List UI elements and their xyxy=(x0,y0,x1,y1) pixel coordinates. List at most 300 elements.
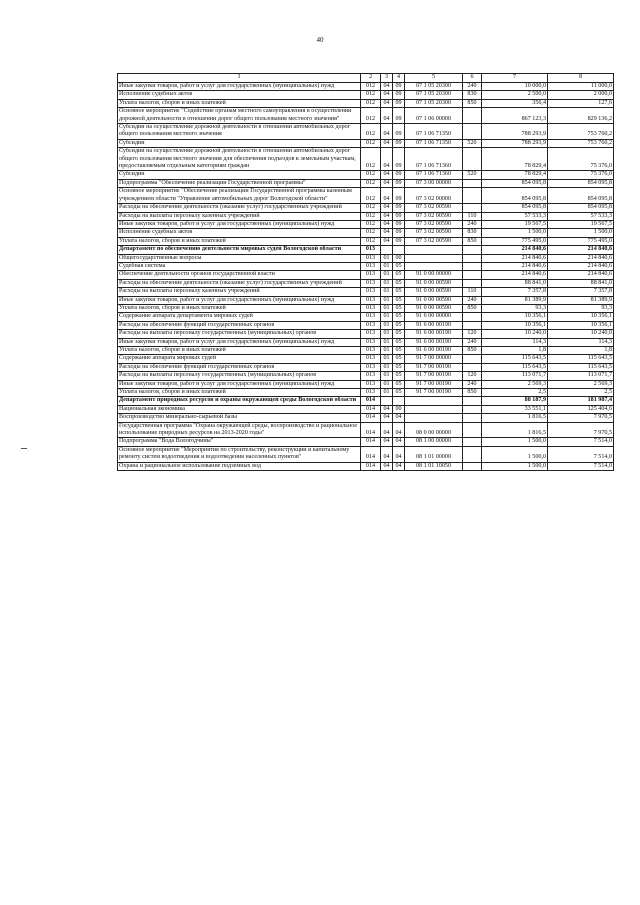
amount-col7-cell: 356,4 xyxy=(482,99,548,107)
target-article-cell: 91 0 00 00590 xyxy=(405,279,463,287)
amount-col8-cell: 854 095,8 xyxy=(548,179,614,187)
row-name-cell: Содержание аппарата мировых судей xyxy=(118,355,361,363)
amount-col8-cell: 214 840,6 xyxy=(548,262,614,270)
section-code-cell: 01 xyxy=(381,338,393,346)
amount-col7-cell: 1,8 xyxy=(482,347,548,355)
table-row xyxy=(118,204,614,212)
row-name-cell: Уплата налогов, сборов и иных платежей xyxy=(118,237,361,245)
header-cell: 1 xyxy=(118,74,361,83)
subsection-code-cell: 09 xyxy=(393,108,405,124)
subsection-code-cell: 05 xyxy=(393,363,405,371)
amount-col7-cell: 1 500,0 xyxy=(482,438,548,446)
section-code-cell: 04 xyxy=(381,108,393,124)
table-row xyxy=(118,380,614,388)
admin-code-cell: 013 xyxy=(361,254,381,262)
target-article-cell: 07 1 05 20300 xyxy=(405,99,463,107)
amount-col8-cell: 2 569,3 xyxy=(548,380,614,388)
amount-col8-cell: 2,5 xyxy=(548,389,614,397)
amount-col7-cell: 214 840,6 xyxy=(482,246,548,254)
admin-code-cell: 014 xyxy=(361,462,381,470)
target-article-cell: 07 1 06 71360 xyxy=(405,148,463,171)
amount-col7-cell: 10 356,1 xyxy=(482,313,548,321)
row-name-cell: Судебная система xyxy=(118,262,361,270)
budget-table xyxy=(117,73,614,471)
admin-code-cell: 014 xyxy=(361,446,381,462)
row-name-cell: Исполнение судебных актов xyxy=(118,91,361,99)
amount-col7-cell: 88 187,9 xyxy=(482,397,548,405)
row-name-cell: Основное мероприятие "Мероприятия по строительству, реконструкции и капитальному ремонту систем водоотведения и водоотведения населенных пунктов" xyxy=(118,446,361,462)
amount-col8-cell: 775 495,0 xyxy=(548,237,614,245)
row-name-cell: Уплата налогов, сборов и иных платежей xyxy=(118,347,361,355)
section-code-cell: 01 xyxy=(381,304,393,312)
section-code-cell: 01 xyxy=(381,313,393,321)
amount-col8-cell: 1,8 xyxy=(548,347,614,355)
admin-code-cell: 013 xyxy=(361,355,381,363)
amount-col8-cell: 7 514,0 xyxy=(548,446,614,462)
row-name-cell: Подпрограмма "Обеспечение реализации Государственной программы" xyxy=(118,179,361,187)
table-row xyxy=(118,124,614,140)
amount-col7-cell: 1 816,5 xyxy=(482,422,548,438)
subsection-code-cell: 05 xyxy=(393,313,405,321)
admin-code-cell: 013 xyxy=(361,372,381,380)
expense-type-cell xyxy=(463,246,482,254)
expense-type-cell: 830 xyxy=(463,91,482,99)
header-cell: 7 xyxy=(482,74,548,83)
row-name-cell: Подпрограмма "Вода Вологодчины" xyxy=(118,438,361,446)
section-code-cell: 01 xyxy=(381,389,393,397)
amount-col7-cell: 1 500,0 xyxy=(482,446,548,462)
amount-col7-cell: 214 840,6 xyxy=(482,262,548,270)
amount-col7-cell: 2 500,0 xyxy=(482,91,548,99)
row-name-cell: Расходы на обеспечение деятельности (оказание услуг) государственных учреждений xyxy=(118,204,361,212)
target-article-cell: 07 3 02 00590 xyxy=(405,212,463,220)
table-row xyxy=(118,389,614,397)
section-code-cell: 01 xyxy=(381,279,393,287)
header-cell: 3 xyxy=(381,74,393,83)
section-code-cell: 04 xyxy=(381,99,393,107)
subsection-code-cell: 04 xyxy=(393,414,405,422)
row-name-cell: Департамент по обеспечению деятельности мировых судей Вологодской области xyxy=(118,246,361,254)
target-article-cell: 08 1 00 00000 xyxy=(405,438,463,446)
row-name-cell: Общегосударственные вопросы xyxy=(118,254,361,262)
target-article-cell: 91 7 00 00000 xyxy=(405,355,463,363)
target-article-cell: 07 3 00 00000 xyxy=(405,179,463,187)
table-row xyxy=(118,108,614,124)
section-code-cell: 01 xyxy=(381,347,393,355)
expense-type-cell: 830 xyxy=(463,229,482,237)
section-code-cell: 04 xyxy=(381,91,393,99)
amount-col7-cell: 115 643,5 xyxy=(482,355,548,363)
amount-col7-cell: 78 829,4 xyxy=(482,148,548,171)
section-code-cell: 04 xyxy=(381,422,393,438)
amount-col8-cell: 88 841,0 xyxy=(548,279,614,287)
amount-col7-cell: 10 240,0 xyxy=(482,330,548,338)
row-name-cell: Иные закупки товаров, работ и услуг для государственных (муниципальных) нужд xyxy=(118,338,361,346)
admin-code-cell: 013 xyxy=(361,288,381,296)
admin-code-cell: 013 xyxy=(361,246,381,254)
target-article-cell: 91 7 00 00190 xyxy=(405,363,463,371)
amount-col8-cell: 829 136,2 xyxy=(548,108,614,124)
target-article-cell: 91 6 00 00000 xyxy=(405,313,463,321)
section-code-cell: 01 xyxy=(381,363,393,371)
table-row xyxy=(118,91,614,99)
admin-code-cell: 012 xyxy=(361,212,381,220)
section-code-cell: 04 xyxy=(381,179,393,187)
target-article-cell: 07 1 06 71350 xyxy=(405,139,463,147)
amount-col7-cell: 33 551,1 xyxy=(482,405,548,413)
subsection-code-cell: 00 xyxy=(393,405,405,413)
target-article-cell: 08 1 01 10050 xyxy=(405,462,463,470)
section-code-cell: 04 xyxy=(381,446,393,462)
amount-col8-cell: 75 376,0 xyxy=(548,171,614,179)
subsection-code-cell: 05 xyxy=(393,330,405,338)
amount-col7-cell: 214 840,6 xyxy=(482,271,548,279)
amount-col8-cell: 7 514,0 xyxy=(548,438,614,446)
amount-col7-cell: 7 357,8 xyxy=(482,288,548,296)
target-article-cell: 91 7 00 00190 xyxy=(405,372,463,380)
target-article-cell xyxy=(405,246,463,254)
amount-col8-cell: 181 987,4 xyxy=(548,397,614,405)
row-name-cell: Уплата налогов, сборов и иных платежей xyxy=(118,99,361,107)
row-name-cell: Субсидии на осуществление дорожной деятельности в отношении автомобильных дорог общего пользования местного значения для обеспечения подъездов к земельным участкам, предоставляемым отдельным категориям граждан xyxy=(118,148,361,171)
admin-code-cell: 012 xyxy=(361,124,381,140)
admin-code-cell: 013 xyxy=(361,304,381,312)
table-row xyxy=(118,462,614,470)
amount-col8-cell: 7 970,5 xyxy=(548,422,614,438)
admin-code-cell: 012 xyxy=(361,139,381,147)
expense-type-cell xyxy=(463,254,482,262)
table-row xyxy=(118,446,614,462)
admin-code-cell: 014 xyxy=(361,438,381,446)
section-code-cell: 01 xyxy=(381,355,393,363)
section-code-cell: 04 xyxy=(381,139,393,147)
subsection-code-cell: 04 xyxy=(393,462,405,470)
row-name-cell: Основное мероприятие "Содействие органам местного самоуправления в осуществлении дорожной деятельности в отношении дорог общего пользования местного значения" xyxy=(118,108,361,124)
admin-code-cell: 014 xyxy=(361,397,381,405)
admin-code-cell: 012 xyxy=(361,83,381,91)
amount-col8-cell: 7 357,8 xyxy=(548,288,614,296)
subsection-code-cell: 05 xyxy=(393,347,405,355)
target-article-cell: 08 1 01 00000 xyxy=(405,446,463,462)
section-code-cell xyxy=(381,246,393,254)
expense-type-cell xyxy=(463,422,482,438)
table-row xyxy=(118,254,614,262)
amount-col7-cell: 113 071,7 xyxy=(482,372,548,380)
table-row xyxy=(118,330,614,338)
amount-col8-cell: 75 376,0 xyxy=(548,148,614,171)
admin-code-cell: 012 xyxy=(361,108,381,124)
expense-type-cell xyxy=(463,279,482,287)
target-article-cell: 07 3 02 00590 xyxy=(405,237,463,245)
subsection-code-cell: 09 xyxy=(393,220,405,228)
expense-type-cell: 850 xyxy=(463,99,482,107)
row-name-cell: Иные закупки товаров, работ и услуг для государственных (муниципальных) нужд xyxy=(118,380,361,388)
table-row xyxy=(118,229,614,237)
target-article-cell: 07 1 06 71360 xyxy=(405,171,463,179)
admin-code-cell: 013 xyxy=(361,262,381,270)
expense-type-cell xyxy=(463,397,482,405)
amount-col8-cell: 125 404,6 xyxy=(548,405,614,413)
admin-code-cell: 013 xyxy=(361,296,381,304)
row-name-cell: Иные закупки товаров, работ и услуг для государственных (муниципальных) нужд xyxy=(118,296,361,304)
admin-code-cell: 013 xyxy=(361,279,381,287)
amount-col7-cell: 1 816,5 xyxy=(482,414,548,422)
table-row xyxy=(118,347,614,355)
header-cell: 5 xyxy=(405,74,463,83)
expense-type-cell xyxy=(463,462,482,470)
section-code-cell: 01 xyxy=(381,254,393,262)
row-name-cell: Расходы на обеспечение функций государственных органов xyxy=(118,363,361,371)
table-row xyxy=(118,363,614,371)
subsection-code-cell: 09 xyxy=(393,229,405,237)
row-name-cell: Расходы на выплаты персоналу казенных учреждений xyxy=(118,212,361,220)
expense-type-cell xyxy=(463,355,482,363)
subsection-code-cell: 09 xyxy=(393,237,405,245)
subsection-code-cell: 09 xyxy=(393,124,405,140)
subsection-code-cell: 05 xyxy=(393,262,405,270)
amount-col8-cell: 7 514,0 xyxy=(548,462,614,470)
section-code-cell xyxy=(381,397,393,405)
amount-col7-cell: 10 000,0 xyxy=(482,83,548,91)
row-name-cell: Субсидии на осуществление дорожной деятельности в отношении автомобильных дорог общего пользования местного значения xyxy=(118,124,361,140)
table-row xyxy=(118,212,614,220)
expense-type-cell xyxy=(463,271,482,279)
expense-type-cell xyxy=(463,446,482,462)
table-row xyxy=(118,338,614,346)
row-name-cell: Расходы на выплаты персоналу государственных (муниципальных) органов xyxy=(118,372,361,380)
admin-code-cell: 013 xyxy=(361,271,381,279)
admin-code-cell: 012 xyxy=(361,99,381,107)
header-cell: 6 xyxy=(463,74,482,83)
target-article-cell: 91 6 00 00190 xyxy=(405,347,463,355)
subsection-code-cell: 09 xyxy=(393,179,405,187)
target-article-cell: 91 6 00 00190 xyxy=(405,338,463,346)
admin-code-cell: 012 xyxy=(361,91,381,99)
subsection-code-cell xyxy=(393,246,405,254)
row-name-cell: Расходы на выплаты персоналу казенных учреждений xyxy=(118,288,361,296)
admin-code-cell: 013 xyxy=(361,321,381,329)
amount-col7-cell: 114,3 xyxy=(482,338,548,346)
expense-type-cell xyxy=(463,405,482,413)
amount-col8-cell: 115 643,5 xyxy=(548,363,614,371)
amount-col8-cell: 10 356,1 xyxy=(548,313,614,321)
expense-type-cell xyxy=(463,262,482,270)
amount-col8-cell: 854 095,8 xyxy=(548,188,614,204)
section-code-cell: 04 xyxy=(381,148,393,171)
table-row xyxy=(118,271,614,279)
amount-col7-cell: 19 567,5 xyxy=(482,220,548,228)
row-name-cell: Расходы на выплаты персоналу государственных (муниципальных) органов xyxy=(118,330,361,338)
subsection-code-cell: 05 xyxy=(393,338,405,346)
row-name-cell: Расходы на обеспечение деятельности (оказание услуг) государственных учреждений xyxy=(118,279,361,287)
expense-type-cell xyxy=(463,179,482,187)
section-code-cell: 04 xyxy=(381,414,393,422)
target-article-cell: 07 1 05 20300 xyxy=(405,91,463,99)
expense-type-cell: 240 xyxy=(463,296,482,304)
subsection-code-cell: 09 xyxy=(393,212,405,220)
subsection-code-cell: 09 xyxy=(393,83,405,91)
amount-col8-cell: 114,3 xyxy=(548,338,614,346)
table-row xyxy=(118,188,614,204)
expense-type-cell: 110 xyxy=(463,212,482,220)
subsection-code-cell: 00 xyxy=(393,254,405,262)
amount-col8-cell: 854 095,8 xyxy=(548,204,614,212)
amount-col7-cell: 214 840,6 xyxy=(482,254,548,262)
row-name-cell: Расходы на обеспечение функций государственных органов xyxy=(118,321,361,329)
target-article-cell: 07 1 06 71350 xyxy=(405,124,463,140)
amount-col7-cell: 115 643,5 xyxy=(482,363,548,371)
row-name-cell: Субсидии xyxy=(118,139,361,147)
subsection-code-cell xyxy=(393,397,405,405)
admin-code-cell: 013 xyxy=(361,347,381,355)
subsection-code-cell: 05 xyxy=(393,279,405,287)
expense-type-cell xyxy=(463,204,482,212)
subsection-code-cell: 04 xyxy=(393,446,405,462)
expense-type-cell: 850 xyxy=(463,389,482,397)
amount-col7-cell: 10 356,1 xyxy=(482,321,548,329)
row-name-cell: Содержание аппарата департамента мировых судей xyxy=(118,313,361,321)
admin-code-cell: 014 xyxy=(361,422,381,438)
subsection-code-cell: 05 xyxy=(393,372,405,380)
subsection-code-cell: 09 xyxy=(393,148,405,171)
amount-col7-cell: 854 095,8 xyxy=(482,204,548,212)
admin-code-cell: 012 xyxy=(361,204,381,212)
amount-col7-cell: 2 569,3 xyxy=(482,380,548,388)
expense-type-cell xyxy=(463,438,482,446)
section-code-cell: 01 xyxy=(381,380,393,388)
target-article-cell: 91 0 00 00590 xyxy=(405,296,463,304)
table-row xyxy=(118,296,614,304)
target-article-cell: 07 3 02 00000 xyxy=(405,188,463,204)
table-row xyxy=(118,321,614,329)
table-row xyxy=(118,220,614,228)
table-row xyxy=(118,405,614,413)
table-row xyxy=(118,171,614,179)
expense-type-cell: 850 xyxy=(463,347,482,355)
expense-type-cell: 120 xyxy=(463,330,482,338)
admin-code-cell: 012 xyxy=(361,237,381,245)
subsection-code-cell: 05 xyxy=(393,321,405,329)
target-article-cell: 07 3 02 00590 xyxy=(405,220,463,228)
table-row xyxy=(118,139,614,147)
subsection-code-cell: 09 xyxy=(393,204,405,212)
section-code-cell: 04 xyxy=(381,124,393,140)
row-name-cell: Департамент природных ресурсов и охраны окружающей среды Вологодской области xyxy=(118,397,361,405)
row-name-cell: Субсидии xyxy=(118,171,361,179)
subsection-code-cell: 05 xyxy=(393,380,405,388)
amount-col7-cell: 854 095,8 xyxy=(482,188,548,204)
admin-code-cell: 012 xyxy=(361,188,381,204)
table-row xyxy=(118,355,614,363)
amount-col7-cell: 1 500,0 xyxy=(482,229,548,237)
target-article-cell xyxy=(405,262,463,270)
margin-mark xyxy=(21,448,27,449)
target-article-cell: 07 3 02 00590 xyxy=(405,229,463,237)
admin-code-cell: 013 xyxy=(361,313,381,321)
amount-col8-cell: 7 970,5 xyxy=(548,414,614,422)
subsection-code-cell: 09 xyxy=(393,91,405,99)
target-article-cell xyxy=(405,414,463,422)
target-article-cell: 91 7 00 00190 xyxy=(405,389,463,397)
amount-col8-cell: 10 240,0 xyxy=(548,330,614,338)
section-code-cell: 01 xyxy=(381,271,393,279)
amount-col8-cell: 19 567,5 xyxy=(548,220,614,228)
section-code-cell: 04 xyxy=(381,220,393,228)
amount-col7-cell: 78 829,4 xyxy=(482,171,548,179)
admin-code-cell: 013 xyxy=(361,389,381,397)
expense-type-cell xyxy=(463,313,482,321)
section-code-cell: 01 xyxy=(381,262,393,270)
subsection-code-cell: 05 xyxy=(393,355,405,363)
target-article-cell: 91 6 00 00190 xyxy=(405,330,463,338)
section-code-cell: 01 xyxy=(381,321,393,329)
table-row xyxy=(118,438,614,446)
table-row xyxy=(118,148,614,171)
expense-type-cell xyxy=(463,321,482,329)
admin-code-cell: 013 xyxy=(361,338,381,346)
row-name-cell: Уплата налогов, сборов и иных платежей xyxy=(118,389,361,397)
expense-type-cell xyxy=(463,188,482,204)
amount-col8-cell: 214 840,6 xyxy=(548,246,614,254)
subsection-code-cell: 05 xyxy=(393,304,405,312)
subsection-code-cell: 09 xyxy=(393,171,405,179)
expense-type-cell: 240 xyxy=(463,220,482,228)
table-row xyxy=(118,304,614,312)
amount-col8-cell: 115 643,5 xyxy=(548,355,614,363)
row-name-cell: Национальная экономика xyxy=(118,405,361,413)
amount-col7-cell: 88 841,0 xyxy=(482,279,548,287)
expense-type-cell: 520 xyxy=(463,139,482,147)
table-row xyxy=(118,246,614,254)
table-body xyxy=(118,83,614,471)
target-article-cell: 07 3 02 00590 xyxy=(405,204,463,212)
section-code-cell: 01 xyxy=(381,296,393,304)
table-row xyxy=(118,262,614,270)
target-article-cell: 08 0 00 00000 xyxy=(405,422,463,438)
table-row xyxy=(118,99,614,107)
admin-code-cell: 014 xyxy=(361,414,381,422)
admin-code-cell: 014 xyxy=(361,405,381,413)
expense-type-cell xyxy=(463,148,482,171)
header-cell: 2 xyxy=(361,74,381,83)
row-name-cell: Основное мероприятие "Обеспечение реализации Государственной программы казенным учреждением области "Управление автомобильных дорог Вологодской области" xyxy=(118,188,361,204)
row-name-cell: Уплата налогов, сборов и иных платежей xyxy=(118,304,361,312)
expense-type-cell: 850 xyxy=(463,237,482,245)
expense-type-cell: 520 xyxy=(463,171,482,179)
amount-col8-cell: 113 071,7 xyxy=(548,372,614,380)
subsection-code-cell: 04 xyxy=(393,438,405,446)
target-article-cell xyxy=(405,254,463,262)
amount-col8-cell: 10 356,1 xyxy=(548,321,614,329)
expense-type-cell: 240 xyxy=(463,380,482,388)
admin-code-cell: 012 xyxy=(361,229,381,237)
section-code-cell: 04 xyxy=(381,462,393,470)
admin-code-cell: 013 xyxy=(361,330,381,338)
section-code-cell: 01 xyxy=(381,330,393,338)
table-row xyxy=(118,237,614,245)
page-number: 40 xyxy=(316,36,324,44)
section-code-cell: 04 xyxy=(381,204,393,212)
amount-col8-cell: 753 760,2 xyxy=(548,124,614,140)
table-row xyxy=(118,372,614,380)
table-row xyxy=(118,397,614,405)
amount-col7-cell: 788 293,9 xyxy=(482,139,548,147)
expense-type-cell: 120 xyxy=(463,372,482,380)
table-row xyxy=(118,279,614,287)
subsection-code-cell: 05 xyxy=(393,296,405,304)
amount-col8-cell: 2 000,0 xyxy=(548,91,614,99)
target-article-cell: 91 7 00 00190 xyxy=(405,380,463,388)
